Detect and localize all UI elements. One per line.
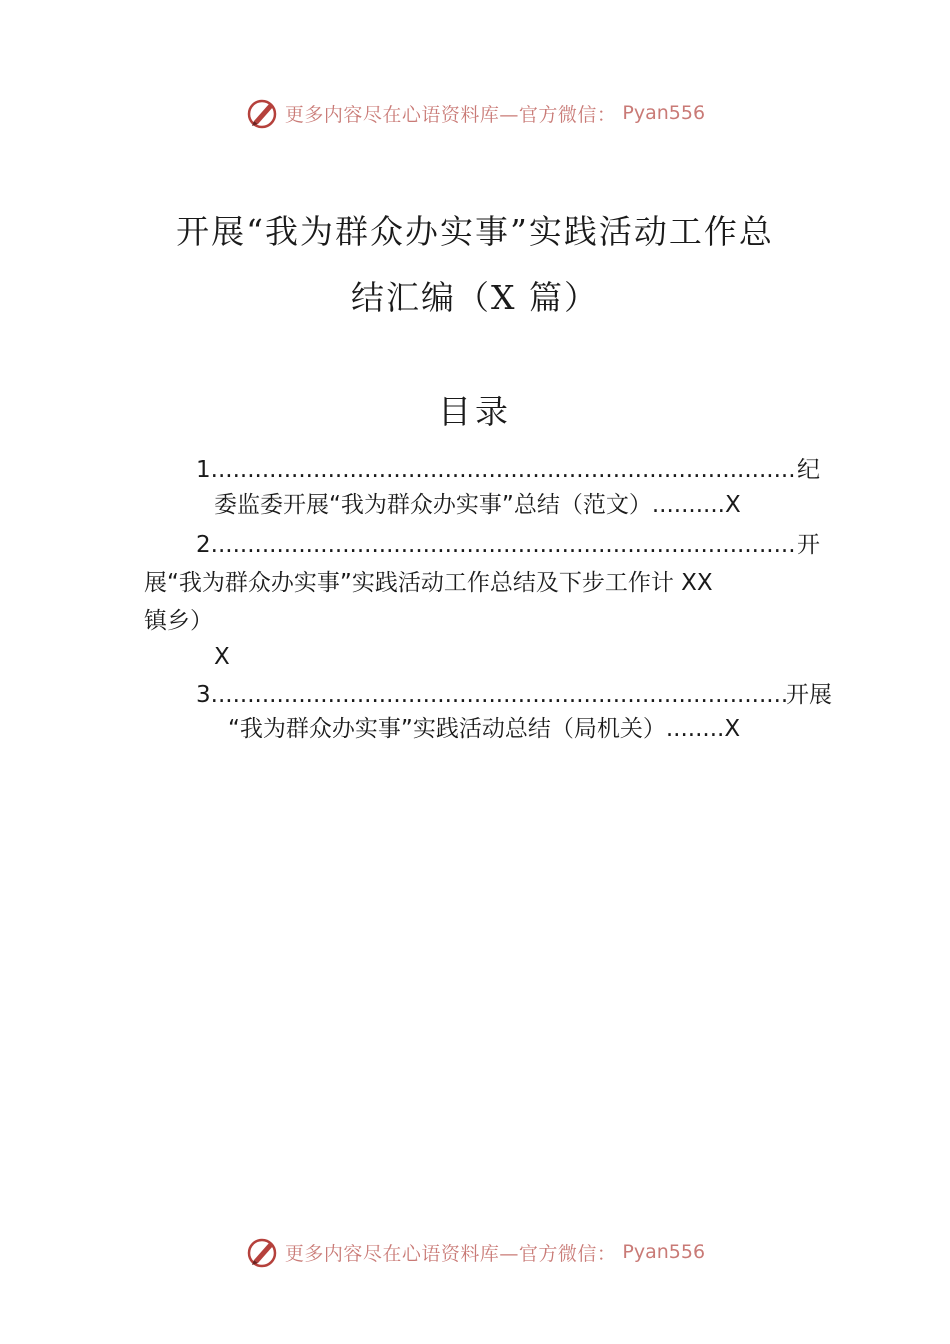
toc-item-tail: 开: [797, 532, 820, 558]
toc-item-2-page[interactable]: X: [214, 644, 230, 670]
toc-item-1-text[interactable]: 委监委开展“我为群众办实事”总结（范文）..........X: [214, 492, 741, 518]
toc-leader-dots: [211, 678, 786, 712]
toc-item-1-lead[interactable]: [196, 453, 820, 487]
toc-item-2-text[interactable]: 展“我为群众办实事”实践活动工作总结及下步工作计 XX: [144, 570, 713, 596]
pen-logo-icon: [245, 1235, 279, 1269]
footer-watermark-banner: [0, 1232, 950, 1272]
toc-item-2-lead[interactable]: [196, 528, 820, 562]
toc-item-2-text-cont[interactable]: 镇乡）: [144, 608, 213, 634]
toc-item-3-lead[interactable]: [196, 678, 832, 712]
document-title-line-2: 结汇编（X 篇）: [351, 278, 599, 317]
toc-leader-dots: [211, 453, 797, 487]
toc-item-3-text[interactable]: “我为群众办实事”实践活动总结（局机关）........X: [228, 716, 741, 742]
header-watermark-banner: [0, 93, 950, 133]
document-title-line-1: 开展“我为群众办实事”实践活动工作总: [176, 212, 774, 251]
banner-text: 更多内容尽在心语资料库—官方微信：: [284, 1242, 617, 1265]
toc-item-number: 3: [196, 682, 211, 708]
banner-wechat-id: Pyan556: [622, 102, 706, 124]
toc-item-number: 1: [196, 457, 211, 483]
pen-logo-icon: [245, 96, 279, 130]
toc-item-tail: 开展: [786, 682, 832, 708]
toc-leader-dots: [211, 528, 797, 562]
toc-item-tail: 纪: [797, 457, 820, 483]
toc-heading: 目录: [438, 392, 512, 431]
toc-item-number: 2: [196, 532, 211, 558]
banner-wechat-id: Pyan556: [622, 1241, 706, 1263]
banner-text: 更多内容尽在心语资料库—官方微信：: [284, 103, 617, 126]
